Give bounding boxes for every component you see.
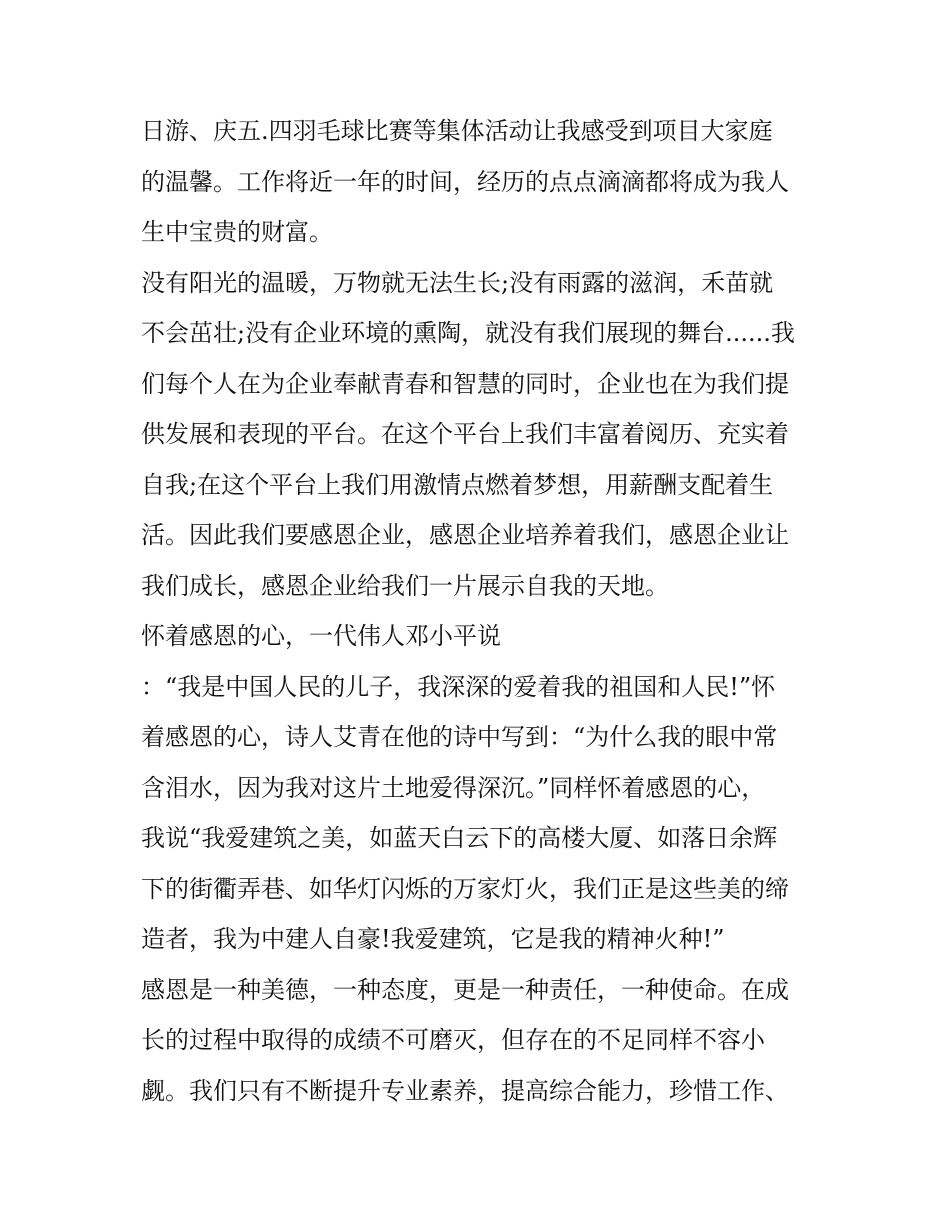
text-line: 活。因此我们要感恩企业，感恩企业培养着我们，感恩企业让 — [141, 521, 789, 549]
body-text — [141, 106, 821, 1116]
text-line: 供发展和表现的平台。在这个平台上我们丰富着阅历、充实着 — [141, 420, 789, 448]
text-line: 我们成长，感恩企业给我们一片展示自我的天地。 — [141, 571, 669, 600]
text-line: 们每个人在为企业奉献青春和智慧的同时，企业也在为我们提 — [141, 369, 789, 398]
text-line: 造者，我为中建人自豪!我爱建筑，它是我的精神火种!” — [141, 925, 725, 953]
text-line: 我说“我爱建筑之美，如蓝天白云下的高楼大厦、如落日余辉 — [141, 824, 778, 852]
text-line: 没有阳光的温暖，万物就无法生长;没有雨露的滋润，禾苗就 — [141, 268, 774, 297]
text-line: 含泪水，因为我对这片土地爱得深沉。”同样怀着感恩的心， — [141, 773, 766, 802]
text-line: 的温馨。工作将近一年的时间，经历的点点滴滴都将成为我人 — [141, 167, 789, 196]
text-line: 自我;在这个平台上我们用激情点燃着梦想，用薪酬支配着生 — [141, 470, 774, 499]
text-line: 下的街衢弄巷、如华灯闪烁的万家灯火，我们正是这些美的缔 — [141, 874, 789, 903]
text-line: 怀着感恩的心，一代伟人邓小平说 — [141, 622, 501, 650]
text-line: 感恩是一种美德，一种态度，更是一种责任，一种使命。在成 — [141, 975, 789, 1004]
text-line: ：“我是中国人民的儿子，我深深的爱着我的祖国和人民!”怀 — [141, 672, 776, 701]
text-line: 生中宝贵的财富。 — [141, 218, 333, 246]
text-line: 日游、庆五.四羽毛球比赛等集体活动让我感受到项目大家庭 — [141, 117, 773, 145]
text-line: 着感恩的心，诗人艾青在他的诗中写到：“为什么我的眼中常 — [141, 723, 778, 751]
text-line: 长的过程中取得的成绩不可磨灭，但存在的不足同样不容小 — [141, 1026, 765, 1054]
text-line: 觑。我们只有不断提升专业素养，提高综合能力，珍惜工作、 — [141, 1076, 789, 1105]
text-line: 不会茁壮;没有企业环境的熏陶，就没有我们展现的舞台......我 — [141, 319, 795, 347]
